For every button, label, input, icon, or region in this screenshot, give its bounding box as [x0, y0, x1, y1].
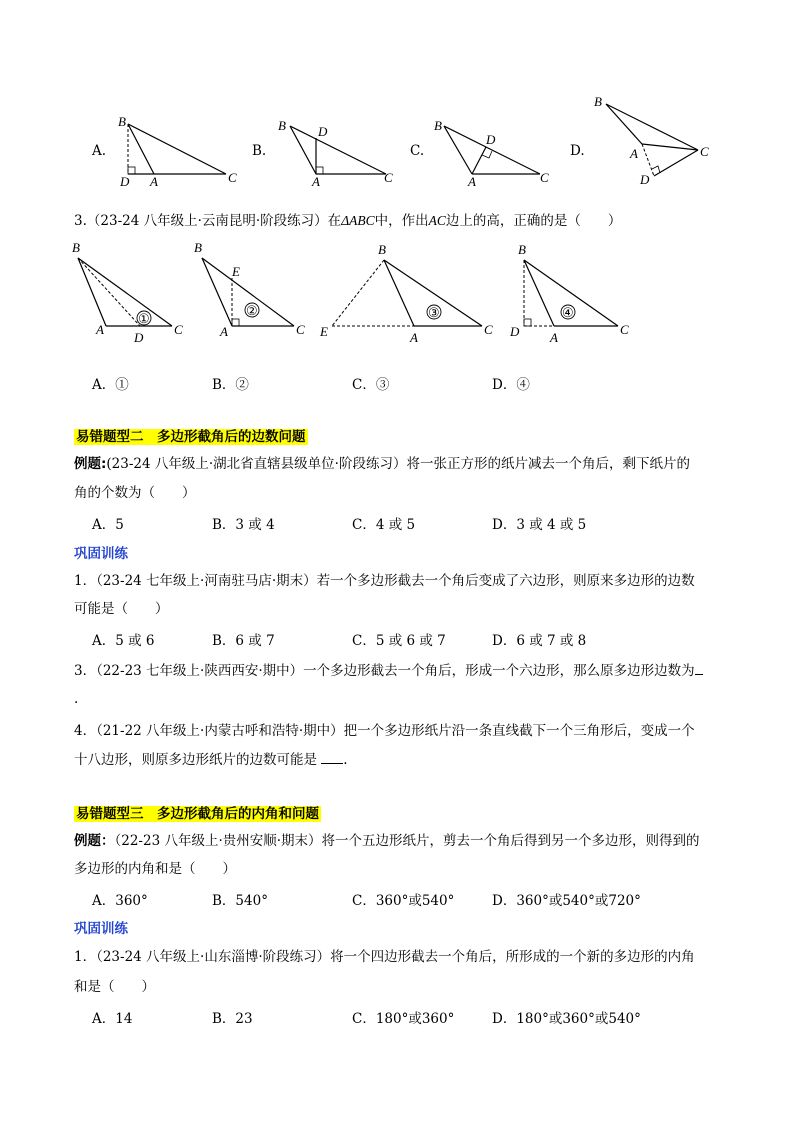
q3-figure-1 [68, 238, 198, 348]
section-2-practice-label: 巩固训练 [74, 546, 128, 562]
s2-example-option-c: C．4 或 5 [352, 517, 416, 533]
s2-example-option-d: D．3 或 4 或 5 [492, 517, 587, 533]
s3-p1-option-d: D．180°或360°或540° [492, 1011, 641, 1027]
option-c-letter: C. [410, 143, 425, 159]
s3-practice-1-line-2: 和是（ ） [74, 979, 155, 995]
label-a: A [150, 174, 158, 189]
s2-practice-3-line-2: . [74, 691, 79, 707]
label-a: A [220, 324, 228, 339]
section-2-heading: 易错题型二 多边形截角后的边数问题 [76, 429, 306, 445]
label-a: A [312, 174, 320, 189]
label-e: E [320, 324, 328, 339]
option-b-letter: B. [252, 143, 267, 159]
s3-example-option-a: A．360° [92, 893, 148, 909]
q3-figure-2 [190, 238, 320, 348]
q3-figure-4 [506, 238, 646, 348]
section-2-example-line-2: 角的个数为（ ） [74, 485, 196, 501]
s2-practice-1-line-1: 1．（23-24 七年级上·河南驻马店·期末）若一个多边形截去一个角后变成了六边形，则原来多边形的边数 [74, 573, 695, 589]
s2-p1-option-a: A．5 或 6 [92, 633, 155, 649]
label-d: D [640, 172, 650, 187]
label-c: C [484, 322, 493, 337]
label-c: C [700, 144, 709, 159]
option-d-letter: D. [570, 143, 585, 159]
label-d: D [134, 330, 144, 345]
answer-blank[interactable] [321, 751, 343, 764]
q3-option-a: A．① [92, 377, 129, 393]
figure-number: ④ [562, 305, 574, 320]
s3-p1-option-a: A．14 [92, 1011, 133, 1027]
label-a: A [468, 174, 476, 189]
question-3-text: 3.（23-24 八年级上·云南昆明·阶段练习）在ΔABC中，作出AC边上的高，正确的是（ ） [74, 213, 622, 229]
label-b: B [594, 94, 602, 109]
s3-p1-option-b: B．23 [212, 1011, 253, 1027]
label-d: D [318, 124, 328, 139]
section-3-practice-label: 巩固训练 [74, 921, 128, 937]
label-a: A [630, 146, 638, 161]
s2-p1-option-c: C．5 或 6 或 7 [352, 633, 446, 649]
s2-practice-3-line-1: 3．（22-23 七年级上·陕西西安·期中）一个多边形截去一个角后，形成一个六边形，那么原多边形边数为 [74, 662, 703, 680]
q3-option-d: D．④ [492, 377, 530, 393]
q3-option-c: C．③ [352, 377, 390, 393]
s3-example-option-d: D．360°或540°或720° [492, 893, 641, 909]
q3-figure-3 [314, 238, 504, 348]
s2-p1-option-d: D．6 或 7 或 8 [492, 633, 587, 649]
label-d: D [120, 174, 130, 189]
label-b: B [194, 240, 202, 255]
s2-example-option-b: B．3 或 4 [212, 517, 275, 533]
s2-practice-4-line-2: 十八边形，则原多边形纸片的边数可能是 . [74, 752, 348, 768]
label-b: B [518, 242, 526, 257]
figure-option-c [408, 112, 568, 192]
s2-example-option-a: A．5 [92, 517, 124, 533]
section-2-example-line-1: 例题:(23-24 八年级上·湖北省直辖县级单位·阶段练习）将一张正方形的纸片减去一个角后，剩下纸片的 [74, 456, 690, 472]
label-b: B [278, 118, 286, 133]
label-c: C [620, 322, 629, 337]
label-c: C [296, 322, 305, 337]
s3-practice-1-line-1: 1．（23-24 八年级上·山东淄博·阶段练习）将一个四边形截去一个角后，所形成的一个新的多边形的内角 [74, 949, 695, 965]
figure-number: ② [246, 303, 258, 318]
label-c: C [540, 170, 549, 185]
figure-option-a [90, 112, 250, 192]
label-c: C [174, 322, 183, 337]
label-c: C [384, 170, 393, 185]
q3-option-b: B．② [212, 377, 249, 393]
s2-practice-1-line-2: 可能是（ ） [74, 601, 169, 617]
figure-number: ③ [428, 305, 440, 320]
label-b: B [378, 242, 386, 257]
answer-blank[interactable] [695, 662, 703, 675]
figure-option-d [588, 92, 728, 192]
label-d: D [486, 132, 496, 147]
s3-example-option-b: B．540° [212, 893, 268, 909]
section-3-example-line-1: 例题：（22-23 八年级上·贵州安顺·期末）将一个五边形纸片，剪去一个角后得到另一个多边形，则得到的 [74, 833, 700, 849]
label-e: E [232, 264, 240, 279]
s3-p1-option-c: C．180°或360° [352, 1011, 455, 1027]
label-b: B [72, 240, 80, 255]
label-a: A [410, 330, 418, 345]
label-c: C [228, 170, 237, 185]
section-3-example-line-2: 多边形的内角和是（ ） [74, 861, 236, 877]
label-a: A [96, 322, 104, 337]
s3-example-option-c: C．360°或540° [352, 893, 455, 909]
figure-option-b [250, 112, 410, 192]
option-a-letter: A. [92, 143, 107, 159]
s2-p1-option-b: B．6 或 7 [212, 633, 275, 649]
label-d: D [510, 324, 520, 339]
section-3-heading: 易错题型三 多边形截角后的内角和问题 [76, 806, 319, 822]
label-b: B [118, 114, 126, 129]
s2-practice-4-line-1: 4．（21-22 八年级上·内蒙古呼和浩特·期中）把一个多边形纸片沿一条直线截下一个三角形后，变成一个 [74, 723, 695, 739]
label-b: B [434, 118, 442, 133]
label-a: A [550, 330, 558, 345]
figure-number: ① [138, 311, 150, 326]
